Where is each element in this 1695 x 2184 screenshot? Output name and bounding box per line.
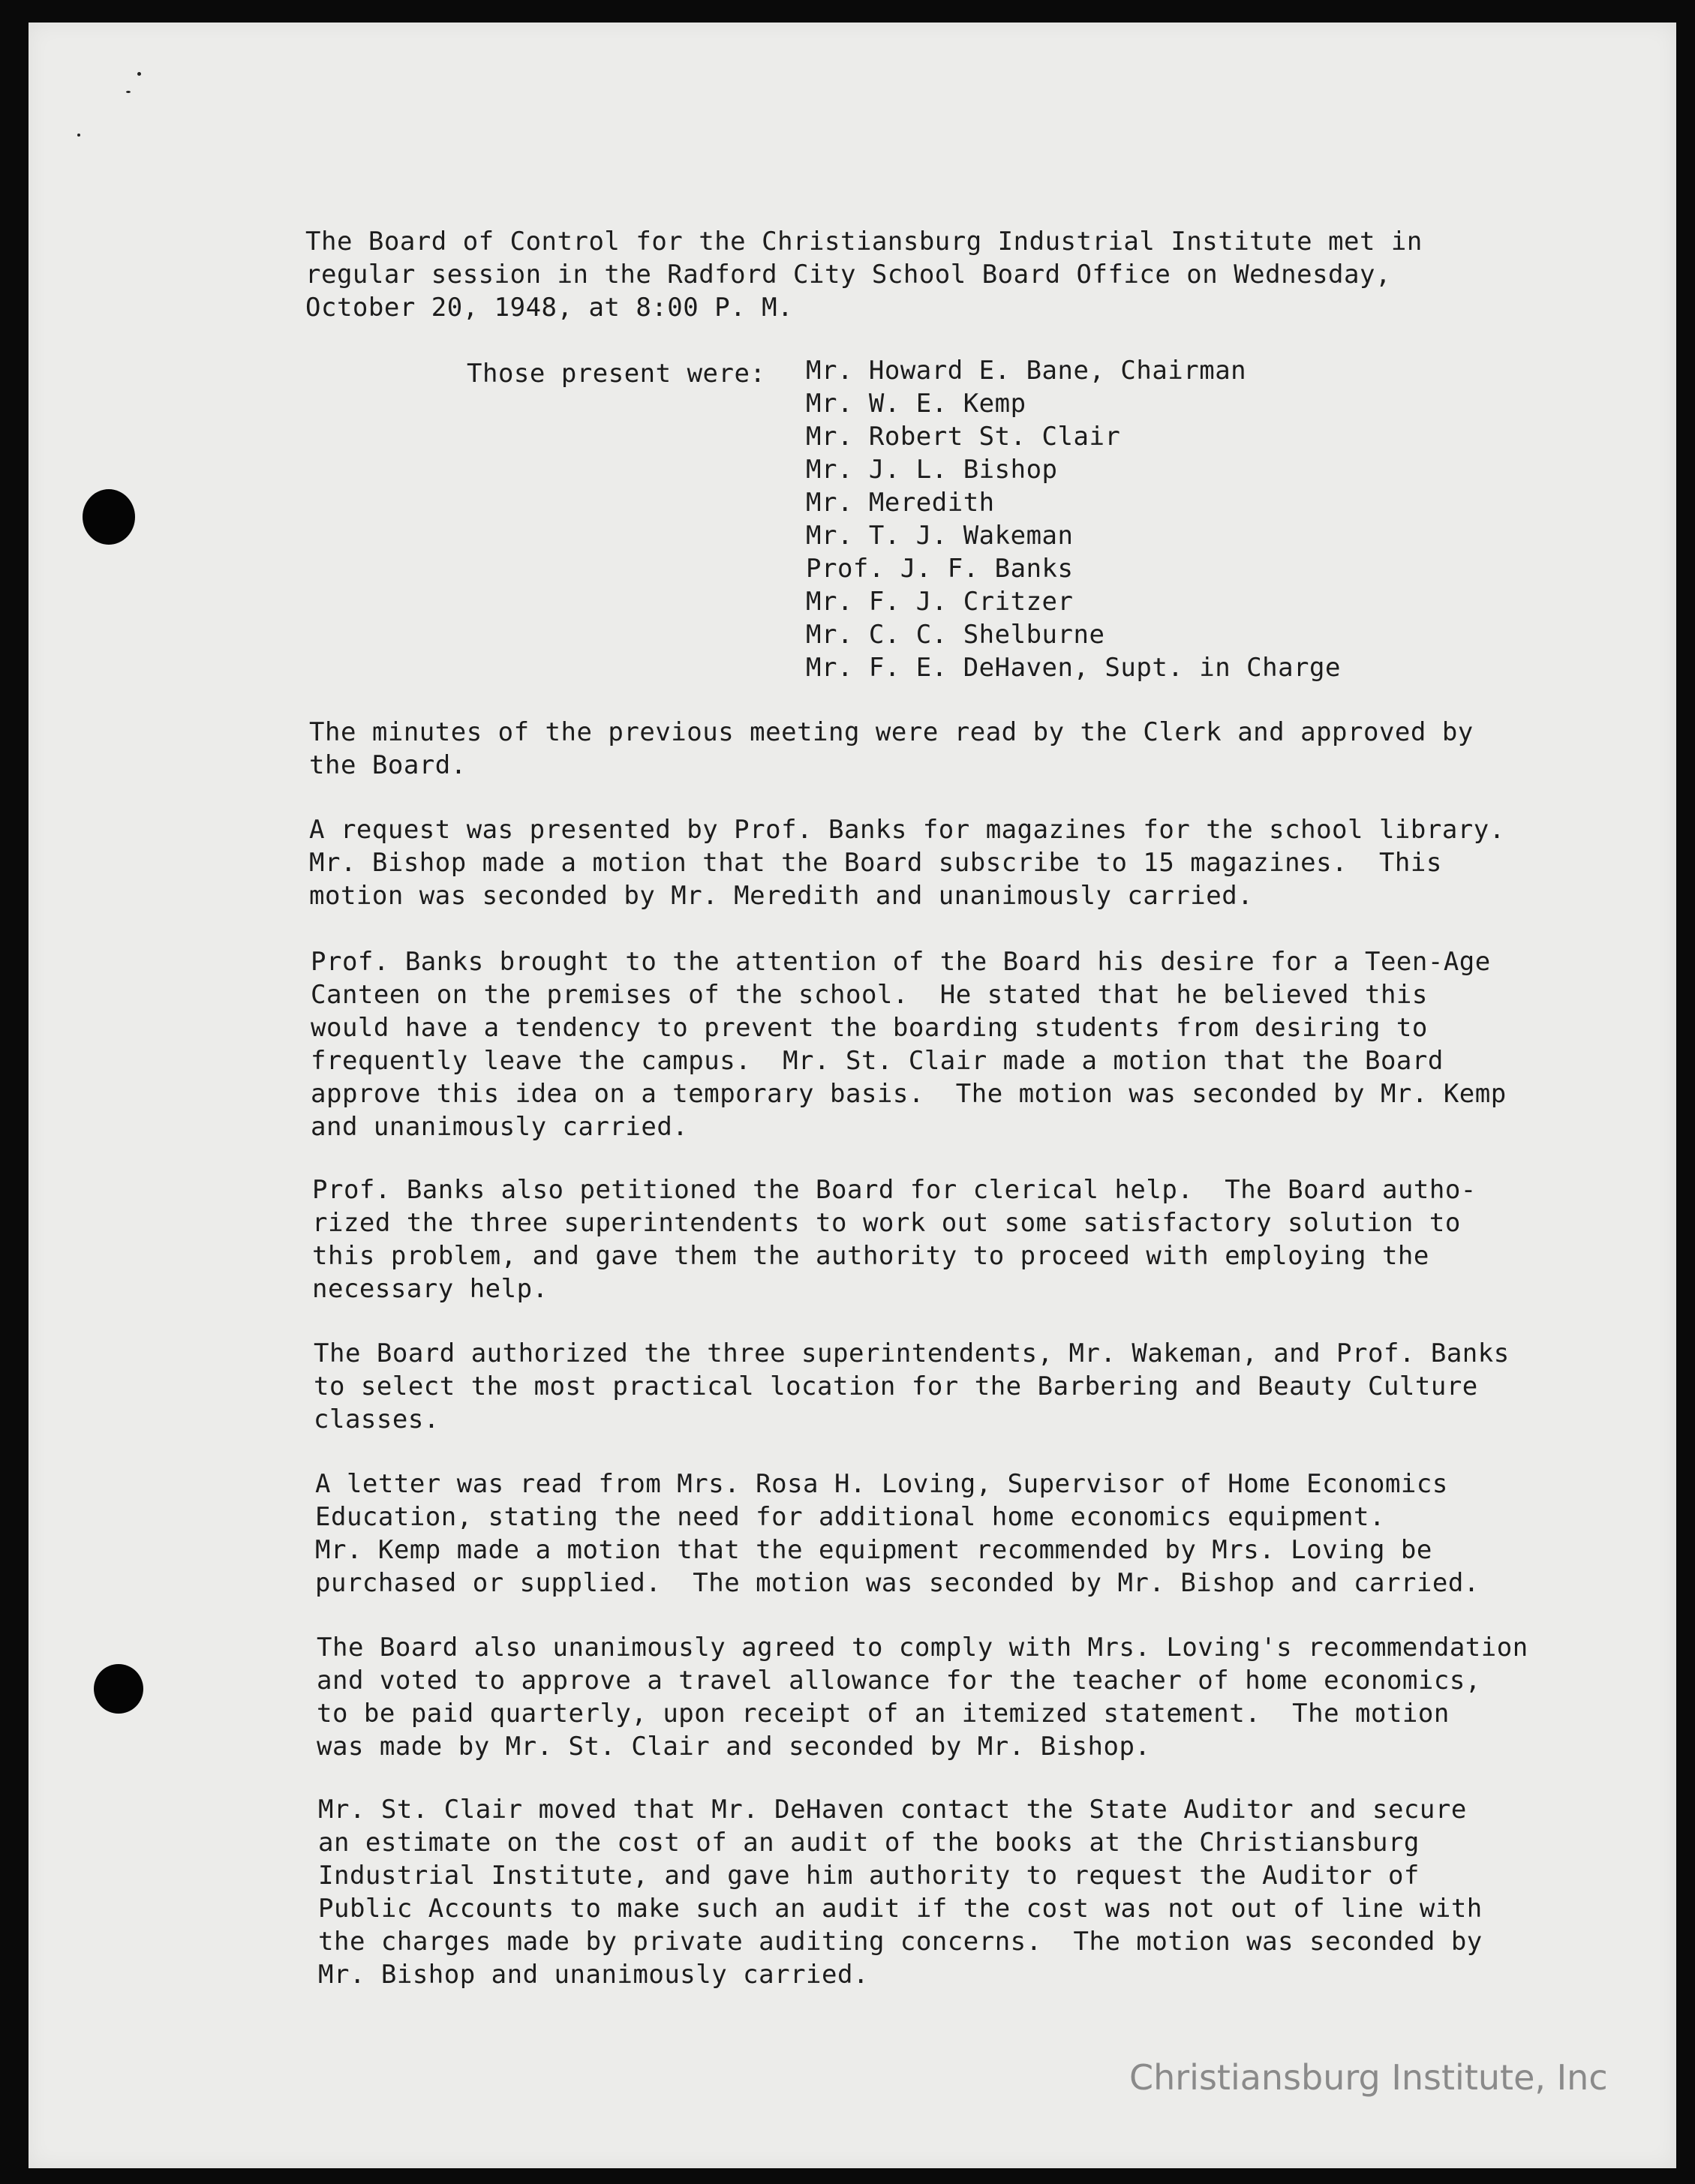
text-line: motion was seconded by Mr. Meredith and unanimously carried. — [309, 881, 1254, 911]
member-name: Mr. Meredith — [806, 488, 995, 518]
text-line: October 20, 1948, at 8:00 P. M. — [305, 293, 794, 323]
text-line: was made by Mr. St. Clair and seconded by Mr. Bishop. — [317, 1732, 1151, 1762]
member-name: Mr. C. C. Shelburne — [806, 620, 1105, 650]
text-line: Prof. Banks also petitioned the Board for clerical help. The Board autho- — [312, 1175, 1477, 1205]
text-line: Mr. Bishop and unanimously carried. — [318, 1960, 869, 1990]
text-line: approve this idea on a temporary basis. The motion was seconded by Mr. Kemp — [311, 1079, 1507, 1109]
text-line: The Board of Control for the Christiansburg Industrial Institute met in — [305, 227, 1423, 257]
member-name: Mr. W. E. Kemp — [806, 389, 1026, 419]
paper-speck — [126, 91, 131, 93]
text-line: Public Accounts to make such an audit if the cost was not out of line with — [318, 1894, 1483, 1924]
member-name: Mr. F. E. DeHaven, Supt. in Charge — [806, 653, 1341, 683]
text-line: Prof. Banks brought to the attention of the Board his desire for a Teen-Age — [311, 947, 1491, 977]
text-line: The Board authorized the three superintendents, Mr. Wakeman, and Prof. Banks — [314, 1338, 1510, 1368]
text-line: would have a tendency to prevent the boarding students from desiring to — [311, 1013, 1428, 1043]
text-line: Canteen on the premises of the school. He stated that he believed this — [311, 980, 1428, 1010]
text-line: A request was presented by Prof. Banks for magazines for the school library. — [309, 815, 1505, 845]
member-name: Mr. Howard E. Bane, Chairman — [806, 356, 1247, 386]
text-line: rized the three superintendents to work out some satisfactory solution to — [312, 1208, 1461, 1238]
text-line: Mr. Kemp made a motion that the equipment recommended by Mrs. Loving be — [315, 1535, 1432, 1565]
text-line: classes. — [314, 1404, 440, 1434]
text-line: Education, stating the need for additional home economics equipment. — [315, 1502, 1385, 1532]
text-line: The Board also unanimously agreed to comply with Mrs. Loving's recommendation — [317, 1633, 1528, 1663]
paper-speck — [77, 134, 80, 137]
text-line: Industrial Institute, and gave him authority to request the Auditor of — [318, 1861, 1420, 1891]
member-name: Mr. F. J. Critzer — [806, 587, 1074, 617]
member-name: Mr. J. L. Bishop — [806, 455, 1058, 485]
text-line: an estimate on the cost of an audit of the books at the Christiansburg — [318, 1828, 1420, 1858]
text-line: frequently leave the campus. Mr. St. Clair made a motion that the Board — [311, 1046, 1444, 1076]
text-line: the Board. — [309, 750, 467, 780]
member-name: Mr. Robert St. Clair — [806, 422, 1121, 452]
text-line: to select the most practical location for the Barbering and Beauty Culture — [314, 1371, 1478, 1401]
text-line: A letter was read from Mrs. Rosa H. Loving, Supervisor of Home Economics — [315, 1469, 1448, 1499]
punch-hole — [83, 489, 135, 545]
text-line: Mr. Bishop made a motion that the Board subscribe to 15 magazines. This — [309, 848, 1442, 878]
text-line: to be paid quarterly, upon receipt of an itemized statement. The motion — [317, 1699, 1450, 1729]
punch-hole — [94, 1664, 143, 1714]
attendance-label: Those present were: — [467, 359, 766, 389]
text-line: and voted to approve a travel allowance for the teacher of home economics, — [317, 1666, 1481, 1696]
watermark-text: Christiansburg Institute, Inc — [1129, 2057, 1608, 2098]
text-line: the charges made by private auditing concerns. The motion was seconded by — [318, 1927, 1483, 1957]
text-line: this problem, and gave them the authority to proceed with employing the — [312, 1241, 1429, 1271]
text-line: The minutes of the previous meeting were read by the Clerk and approved by — [309, 717, 1474, 747]
paper-speck — [137, 72, 141, 76]
text-line: Mr. St. Clair moved that Mr. DeHaven contact the State Auditor and secure — [318, 1795, 1467, 1825]
text-line: regular session in the Radford City School Board Office on Wednesday, — [305, 260, 1391, 290]
text-line: and unanimously carried. — [311, 1112, 689, 1142]
text-line: necessary help. — [312, 1274, 548, 1304]
member-name: Prof. J. F. Banks — [806, 554, 1074, 584]
member-name: Mr. T. J. Wakeman — [806, 521, 1074, 551]
text-line: purchased or supplied. The motion was seconded by Mr. Bishop and carried. — [315, 1568, 1480, 1598]
